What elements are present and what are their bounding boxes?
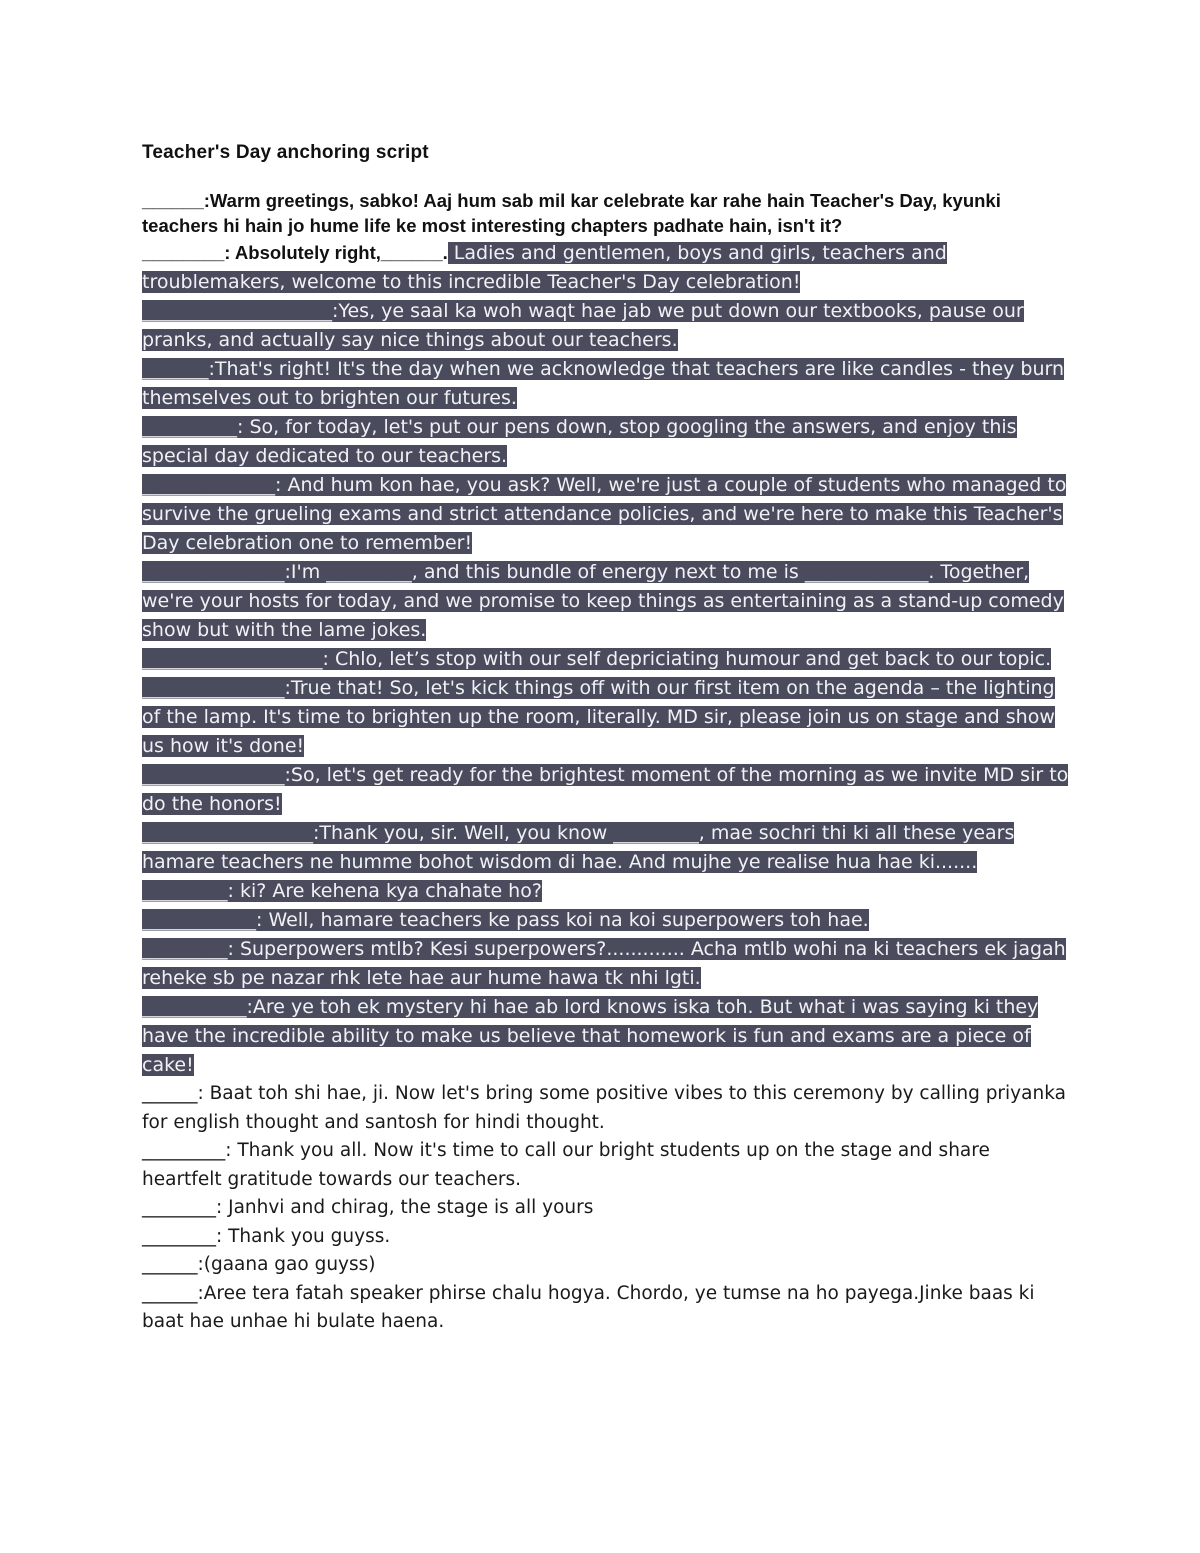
highlighted-line: _______:That's right! It's the day when we acknowledge that teachers are like candles - they burn themselves out to brighten our futures.: [142, 358, 1065, 409]
highlighted-line: _________: ki? Are kehena kya chahate ho?: [142, 880, 542, 902]
highlighted-line: ______________: And hum kon hae, you ask? Well, we're just a couple of students who managed to survive the grueling exams and strict attendance policies, and we're here to make this Teacher's Day celebration one to remember!: [142, 474, 1067, 554]
document-title: Teacher's Day anchoring script: [142, 142, 429, 163]
highlighted-line: ____________: Well, hamare teachers ke pass koi na koi superpowers toh hae.: [142, 909, 869, 931]
dialogue-line: ______:Aree tera fatah speaker phirse chalu hogya. Chordo, ye tumse na ho payega.Jinke baas ki baat hae unhae hi bulate haena.: [142, 1282, 1035, 1332]
intro-paragraph: ______:Warm greetings, sabko! Aaj hum sab mil kar celebrate kar rahe hain Teacher's Day, kyunki teachers hi hain jo hume life ke most interesting chapters padhate hain, isn't it?: [142, 190, 1001, 236]
dialogue-line: _________: Thank you all. Now it's time to call our bright students up on the stage and share heartfelt gratitude towards our teachers.: [142, 1140, 990, 1190]
dialogue-line: ______: Baat toh shi hae, ji. Now let's bring some positive vibes to this ceremony by calling priyanka for english thought and santosh for hindi thought.: [142, 1083, 1066, 1133]
dialogue-line: ______:(gaana gao guyss): [142, 1254, 376, 1275]
highlighted-line: _______________:True that! So, let's kick things off with our first item on the agenda – the lighting of the lamp. It's time to brighten up the room, literally. MD sir, please join us on stage and show us how it's done!: [142, 677, 1055, 757]
highlighted-line: ____________________:Yes, ye saal ka woh waqt hae jab we put down our textbooks, pause our pranks, and actually say nice things about our teachers.: [142, 300, 1024, 351]
absolutely-right-line: ________: Absolutely right,______.: [142, 242, 448, 263]
highlighted-line: ___________________: Chlo, let’s stop with our self depriciating humour and get back to our topic.: [142, 648, 1052, 670]
highlighted-line: Ladies and gentlemen, boys and girls, teachers and troublemakers, welcome to this incredible Teacher's Day celebration!: [142, 242, 947, 293]
dialogue-line: ________: Thank you guyss.: [142, 1225, 391, 1247]
highlighted-line: ___________:Are ye toh ek mystery hi hae ab lord knows iska toh. But what i was saying ki they have the incredible ability to make us believe that homework is fun and exams are a piece of cake!: [142, 996, 1039, 1076]
highlighted-line: _______________:I'm _________, and this bundle of energy next to me is _____________. Together, we're your hosts for today, and we promise to keep things as entertaining as a stand-up comedy show but with the lame jokes.: [142, 561, 1064, 641]
dialogue-line: ________: Janhvi and chirag, the stage is all yours: [142, 1197, 594, 1218]
highlighted-line: _________: Superpowers mtlb? Kesi superpowers?............. Acha mtlb wohi na ki teachers ek jagah reheke sb pe nazar rhk lete hae aur hume hawa tk nhi lgti.: [142, 938, 1066, 989]
document-page: [142, 140, 1072, 1337]
highlighted-line: __________________:Thank you, sir. Well, you know _________, mae sochri thi ki all these years hamare teachers ne humme bohot wisdom di hae. And mujhe ye realise hua hae ki.......: [142, 822, 1015, 873]
plain-section: [142, 1080, 1072, 1337]
highlighted-line: __________: So, for today, let's put our pens down, stop googling the answers, and enjoy this special day dedicated to our teachers.: [142, 416, 1017, 467]
highlighted-line: _______________:So, let's get ready for the brightest moment of the morning as we invite MD sir to do the honors!: [142, 764, 1069, 815]
highlighted-section: [142, 238, 1072, 1080]
